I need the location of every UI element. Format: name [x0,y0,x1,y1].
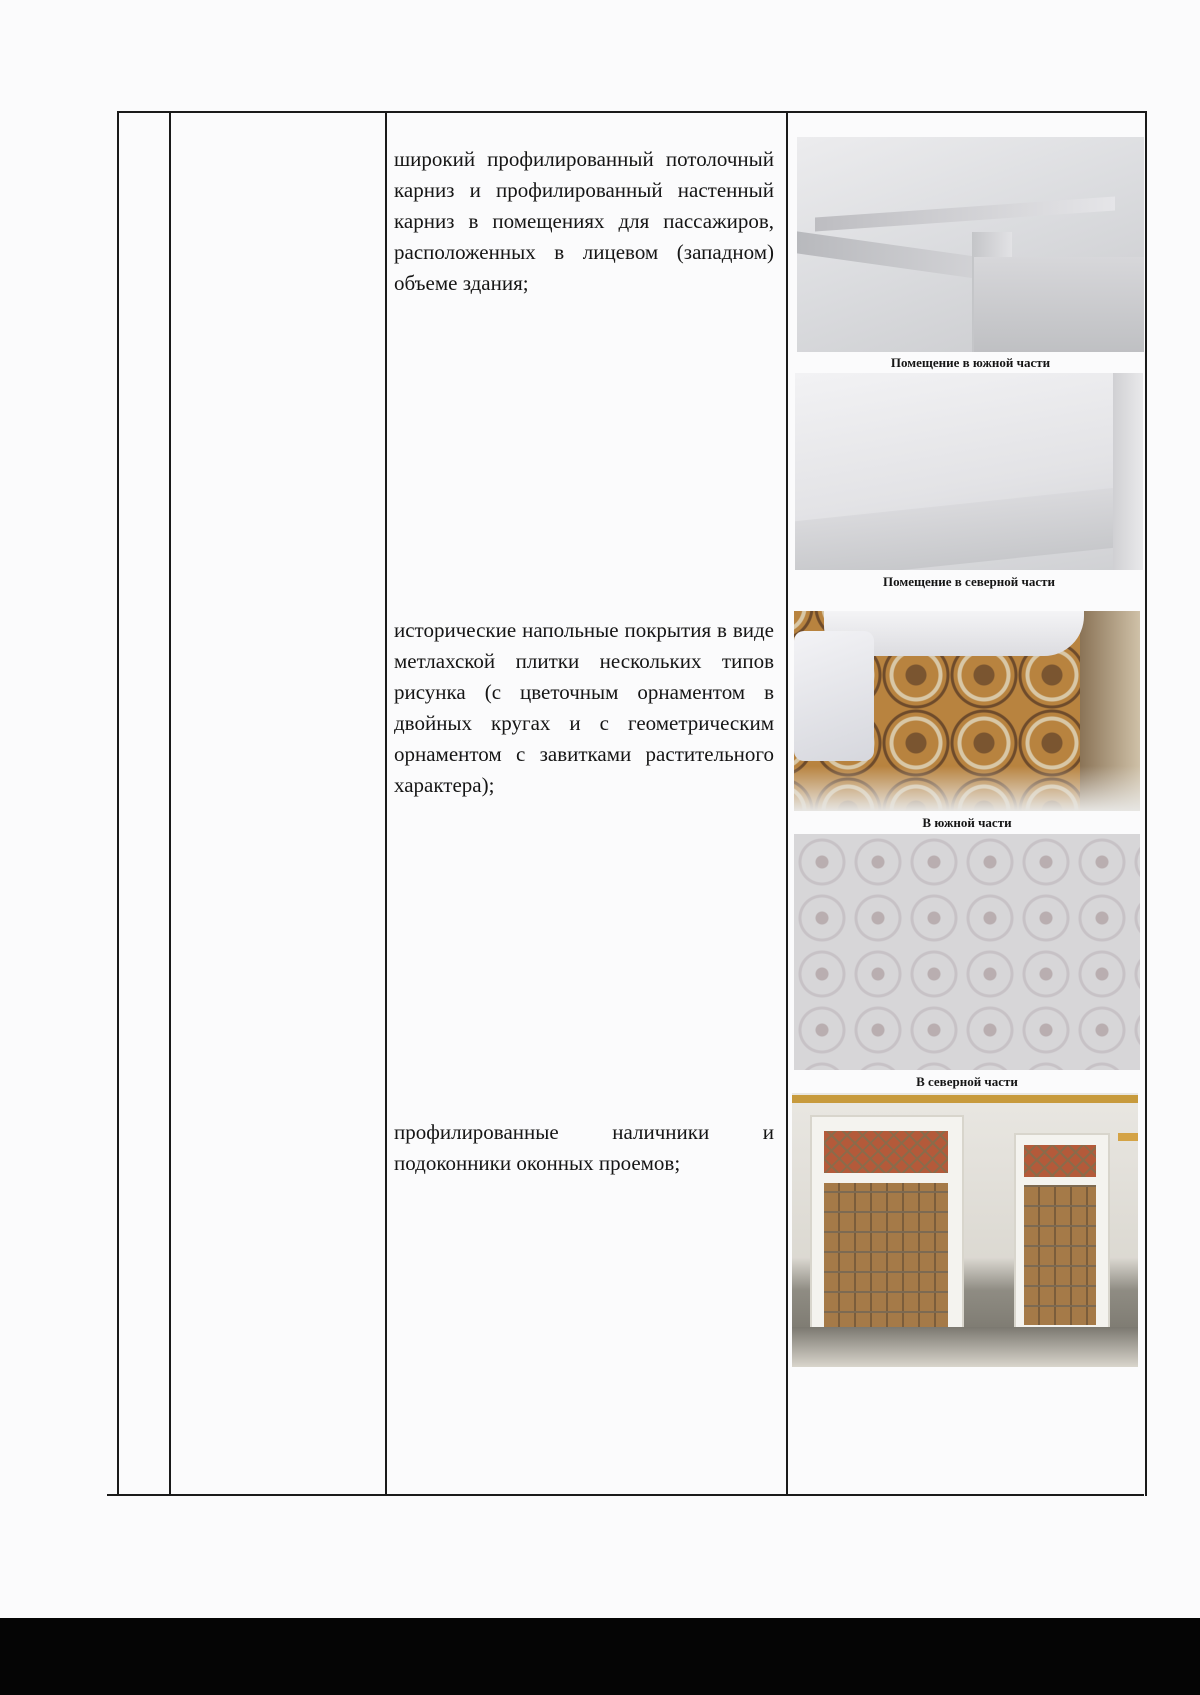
description-window-casings: профилированные наличники и подоконники оконных проемов; [394,1120,774,1175]
photo-tiles-south [794,611,1140,811]
table-top-border [117,111,1146,113]
photo-tiles-north [794,834,1140,1070]
table-column-border-3 [385,111,387,1496]
caption-tiles-north: В северной части [916,1074,1018,1089]
table-column-border-4 [786,111,788,1496]
caption-ceiling-north: Помещение в северной части [883,574,1055,589]
caption-ceiling-south: Помещение в южной части [890,355,1051,370]
description-floor-tiles: исторические напольные покрытия в виде метлахской плитки нескольких типов рисунка (с цветочным орнаментом в двойных кругах и с геометрическим орнаментом с завитками растительного характера); [394,618,774,797]
description-cornices: широкий профилированный потолочный карниз и профилированный настенный карниз в помещениях для пассажиров, расположенных в лицевом (западном) объеме здания; [394,147,774,295]
table-column-border-5 [1145,111,1147,1496]
photo-ceiling-south [797,137,1144,352]
photo-ceiling-north [795,373,1143,570]
caption-tiles-south: В южной части [922,815,1012,830]
table-column-border-2 [169,111,171,1496]
scan-bottom-edge [0,1618,1200,1695]
table-column-border-1 [117,111,119,1496]
table-bottom-border [107,1494,1144,1496]
photo-windows [792,1093,1138,1367]
